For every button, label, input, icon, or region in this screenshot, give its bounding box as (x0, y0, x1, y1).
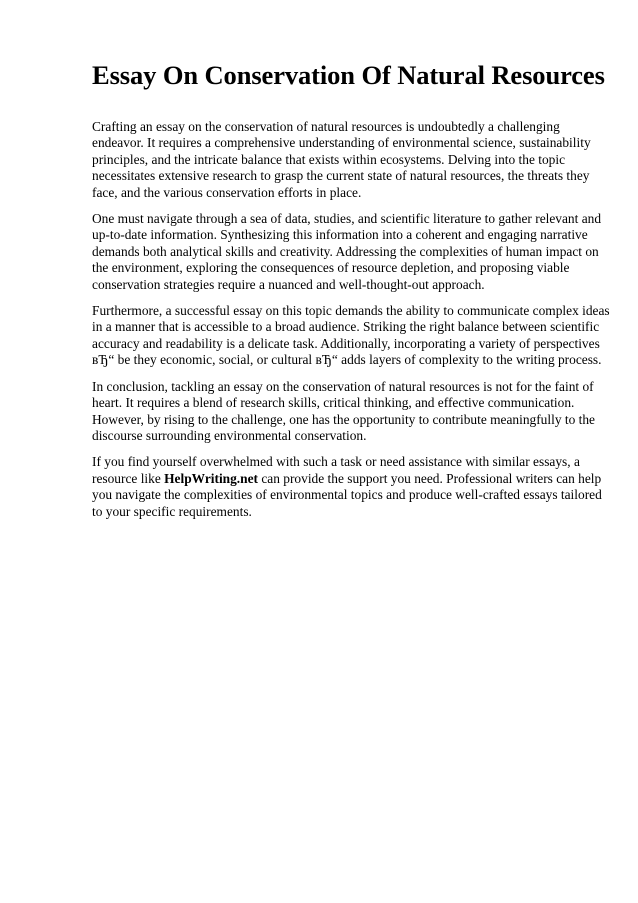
paragraph-2 (92, 211, 604, 293)
paragraph-line: up-to-date information. Synthesizing this information into a coherent and engaging narrative (92, 227, 588, 243)
paragraph-line: If you find yourself overwhelmed with such a task or need assistance with similar essays, a (92, 454, 580, 470)
paragraph-line (92, 471, 604, 487)
closing-paragraph (92, 454, 604, 520)
paragraph-line: One must navigate through a sea of data, studies, and scientific literature to gather relevant and (92, 211, 602, 227)
closing-text-after-link: can provide the support you need. Professional writers can help (258, 470, 602, 486)
paragraph-line: Crafting an essay on the conservation of natural resources is undoubtedly a challenging (92, 119, 560, 134)
paragraph-line: However, by rising to the challenge, one has the opportunity to contribute meaningfully to the (92, 411, 595, 427)
paragraph-line: вЂ“ be they economic, social, or cultural вЂ“ adds layers of complexity to the writing process. (92, 352, 602, 368)
document-title: Essay On Conservation Of Natural Resources (92, 60, 605, 90)
paragraph-3 (92, 303, 610, 369)
paragraph-line: you navigate the complexities of environmental topics and produce well-crafted essays tailored (92, 487, 602, 503)
paragraph-1 (92, 119, 604, 201)
paragraph-line: In conclusion, tackling an essay on the conservation of natural resources is not for the faint of (92, 378, 594, 394)
document-body (92, 119, 610, 530)
paragraph-line: conservation strategies require a nuanced and well-thought-out approach. (92, 276, 485, 292)
paragraph-line: discourse surrounding environmental conservation. (92, 427, 367, 443)
paragraph-line: the environment, exploring the consequences of resource depletion, and proposing viable (92, 260, 570, 276)
paragraph-line: face, and the various conservation efforts in place. (92, 184, 362, 200)
paragraph-line: principles, and the intricate balance that exists within ecosystems. Delving into the topic (92, 151, 566, 167)
paragraph-line: to your specific requirements. (92, 503, 252, 519)
paragraph-line: necessitates extensive research to grasp the current state of natural resources, the threats they (92, 168, 590, 184)
paragraph-line: in a manner that is accessible to a broad audience. Striking the right balance between scientific (92, 319, 600, 335)
helpwriting-link[interactable]: HelpWriting.net (164, 470, 258, 486)
paragraph-4 (92, 379, 604, 445)
paragraph-line: accuracy and readability is a delicate task. Additionally, incorporating a variety of perspectives (92, 335, 600, 351)
paragraph-line: heart. It requires a blend of research skills, critical thinking, and effective communication. (92, 395, 575, 411)
paragraph-line: demands both analytical skills and creativity. Addressing the complexities of human impact on (92, 243, 599, 259)
closing-text-before-link: resource like (92, 470, 165, 486)
paragraph-line: endeavor. It requires a comprehensive understanding of environmental science, sustainability (92, 135, 591, 151)
paragraph-line: Furthermore, a successful essay on this topic demands the ability to communicate complex ideas (92, 303, 610, 319)
